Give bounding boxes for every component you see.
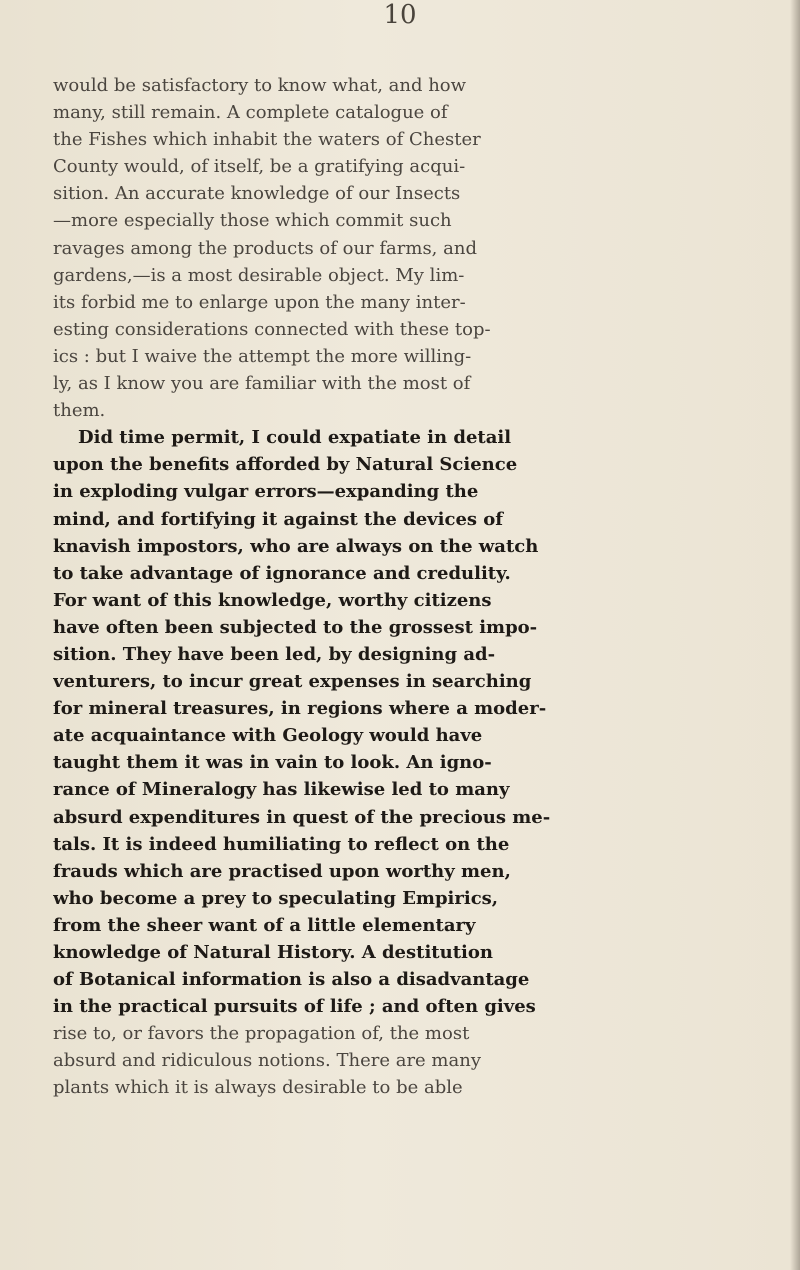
text-line: ly, as I know you are familiar with the most of [53,373,471,395]
text-line: from the sheer want of a little elementary [53,914,476,936]
text-line: absurd expenditures in quest of the precious me- [53,806,551,828]
text-line: sition. They have been led, by designing ad- [53,643,496,665]
text-line: rance of Mineralogy has likewise led to many [53,779,510,801]
text-line: upon the benefits afforded by Natural Science [53,454,518,476]
text-line: of Botanical information is also a disadvantage [53,969,530,991]
text-line: rise to, or favors the propagation of, the most [53,1023,470,1045]
text-line: venturers, to incur great expenses in searching [53,671,532,693]
text-line: its forbid me to enlarge upon the many inter- [53,291,466,313]
text-line: many, still remain. A complete catalogue of [53,102,448,124]
text-line: For want of this knowledge, worthy citizens [53,589,492,611]
text-line: them. [53,400,106,422]
text-line: sition. An accurate knowledge of our Insects [53,183,461,205]
text-line: to take advantage of ignorance and credulity. [53,562,511,584]
text-line: have often been subjected to the grossest impo- [53,616,538,638]
body-text [53,72,793,1102]
text-line: for mineral treasures, in regions where a moder- [53,698,547,720]
text-line: who become a prey to speculating Empirics, [53,887,499,909]
text-line: gardens,—is a most desirable object. My lim- [53,264,465,286]
text-line: —more especially those which commit such [53,210,452,232]
text-line: frauds which are practised upon worthy men, [53,860,511,882]
text-line: ate acquaintance with Geology would have [53,725,483,747]
text-line: in exploding vulgar errors—expanding the [53,481,479,503]
text-line: knowledge of Natural History. A destitution [53,942,493,963]
text-line: absurd and ridiculous notions. There are many [53,1050,481,1072]
text-line: tals. It is indeed humiliating to reflect on the [53,833,510,855]
page-edge-shadow [790,0,800,1270]
text-line: knavish impostors, who are always on the watch [53,535,539,557]
text-line: Did time permit, I could expatiate in detail [78,427,512,449]
page-number: 10 [383,0,417,30]
text-line: would be satisfactory to know what, and how [53,75,467,96]
text-line: ravages among the products of our farms, and [53,237,477,259]
text-line: County would, of itself, be a gratifying acqui- [53,156,466,178]
text-line: mind, and fortifying it against the devices of [53,508,504,530]
text-line: esting considerations connected with these top- [53,318,491,340]
text-line: in the practical pursuits of life ; and often gives [53,996,536,1018]
text-line: taught them it was in vain to look. An igno- [53,752,492,774]
text-line: the Fishes which inhabit the waters of Chester [53,129,481,151]
text-line: ics : but I waive the attempt the more willing- [53,345,472,367]
text-line: plants which it is always desirable to be able [53,1077,463,1099]
